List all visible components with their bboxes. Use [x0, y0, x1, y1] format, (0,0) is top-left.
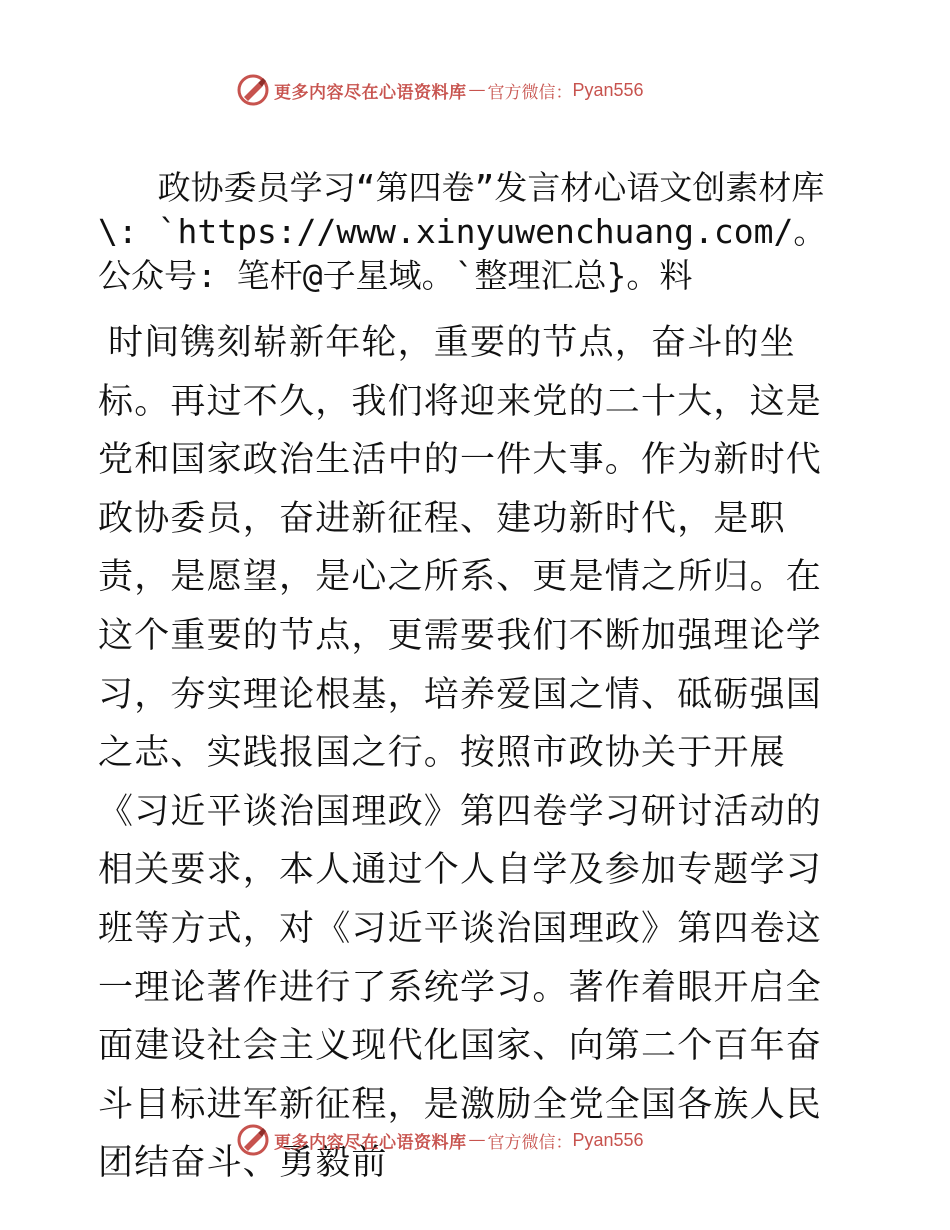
banner-library-text: 更多内容尽在心语资料库 — [274, 82, 467, 103]
pen-logo-icon — [236, 1123, 270, 1157]
banner-separator: — — [468, 80, 486, 100]
document-title-text: 政协委员学习“第四卷”发言材心语文创素材库\: `https://www.xinyuwenchuang.com/。公众号: 笔杆@子星域。`整理汇总}。料 — [98, 168, 827, 295]
banner-wechat-label: 官方微信： — [487, 82, 573, 103]
banner-wechat-account: Pyan556 — [572, 1129, 644, 1150]
banner-wechat-account: Pyan556 — [572, 79, 644, 100]
document-body-paragraph: 时间镌刻崭新年轮，重要的节点，奋斗的坐标。再过不久，我们将迎来党的二十大，这是党和国家政治生活中的一件大事。作为新时代政协委员，奋进新征程、建功新时代，是职责，是愿望，是心之所系、更是情之所归。在这个重要的节点，更需要我们不断加强理论学习，夯实理论根基，培养爱国之情、砥砺强国之志、实践报国之行。按照市政协关于开展《习近平谈治国理政》第四卷学习研讨活动的相关要求，本人通过个人自学及参加专题学习班等方式，对《习近平谈治国理政》第四卷这一理论著作进行了系统学习。著作着眼开启全面建设社会主义现代化国家、向第二个百年奋斗目标进军新征程，是激励全党全国各族人民团结奋斗、勇毅前 — [98, 323, 823, 1184]
header-banner — [236, 72, 644, 108]
pen-logo-icon — [236, 73, 270, 107]
footer-banner — [236, 1122, 644, 1158]
banner-library-text: 更多内容尽在心语资料库 — [274, 1132, 467, 1153]
banner-wechat-label: 官方微信： — [487, 1132, 573, 1153]
banner-separator: — — [468, 1130, 486, 1150]
document-title — [98, 122, 858, 298]
